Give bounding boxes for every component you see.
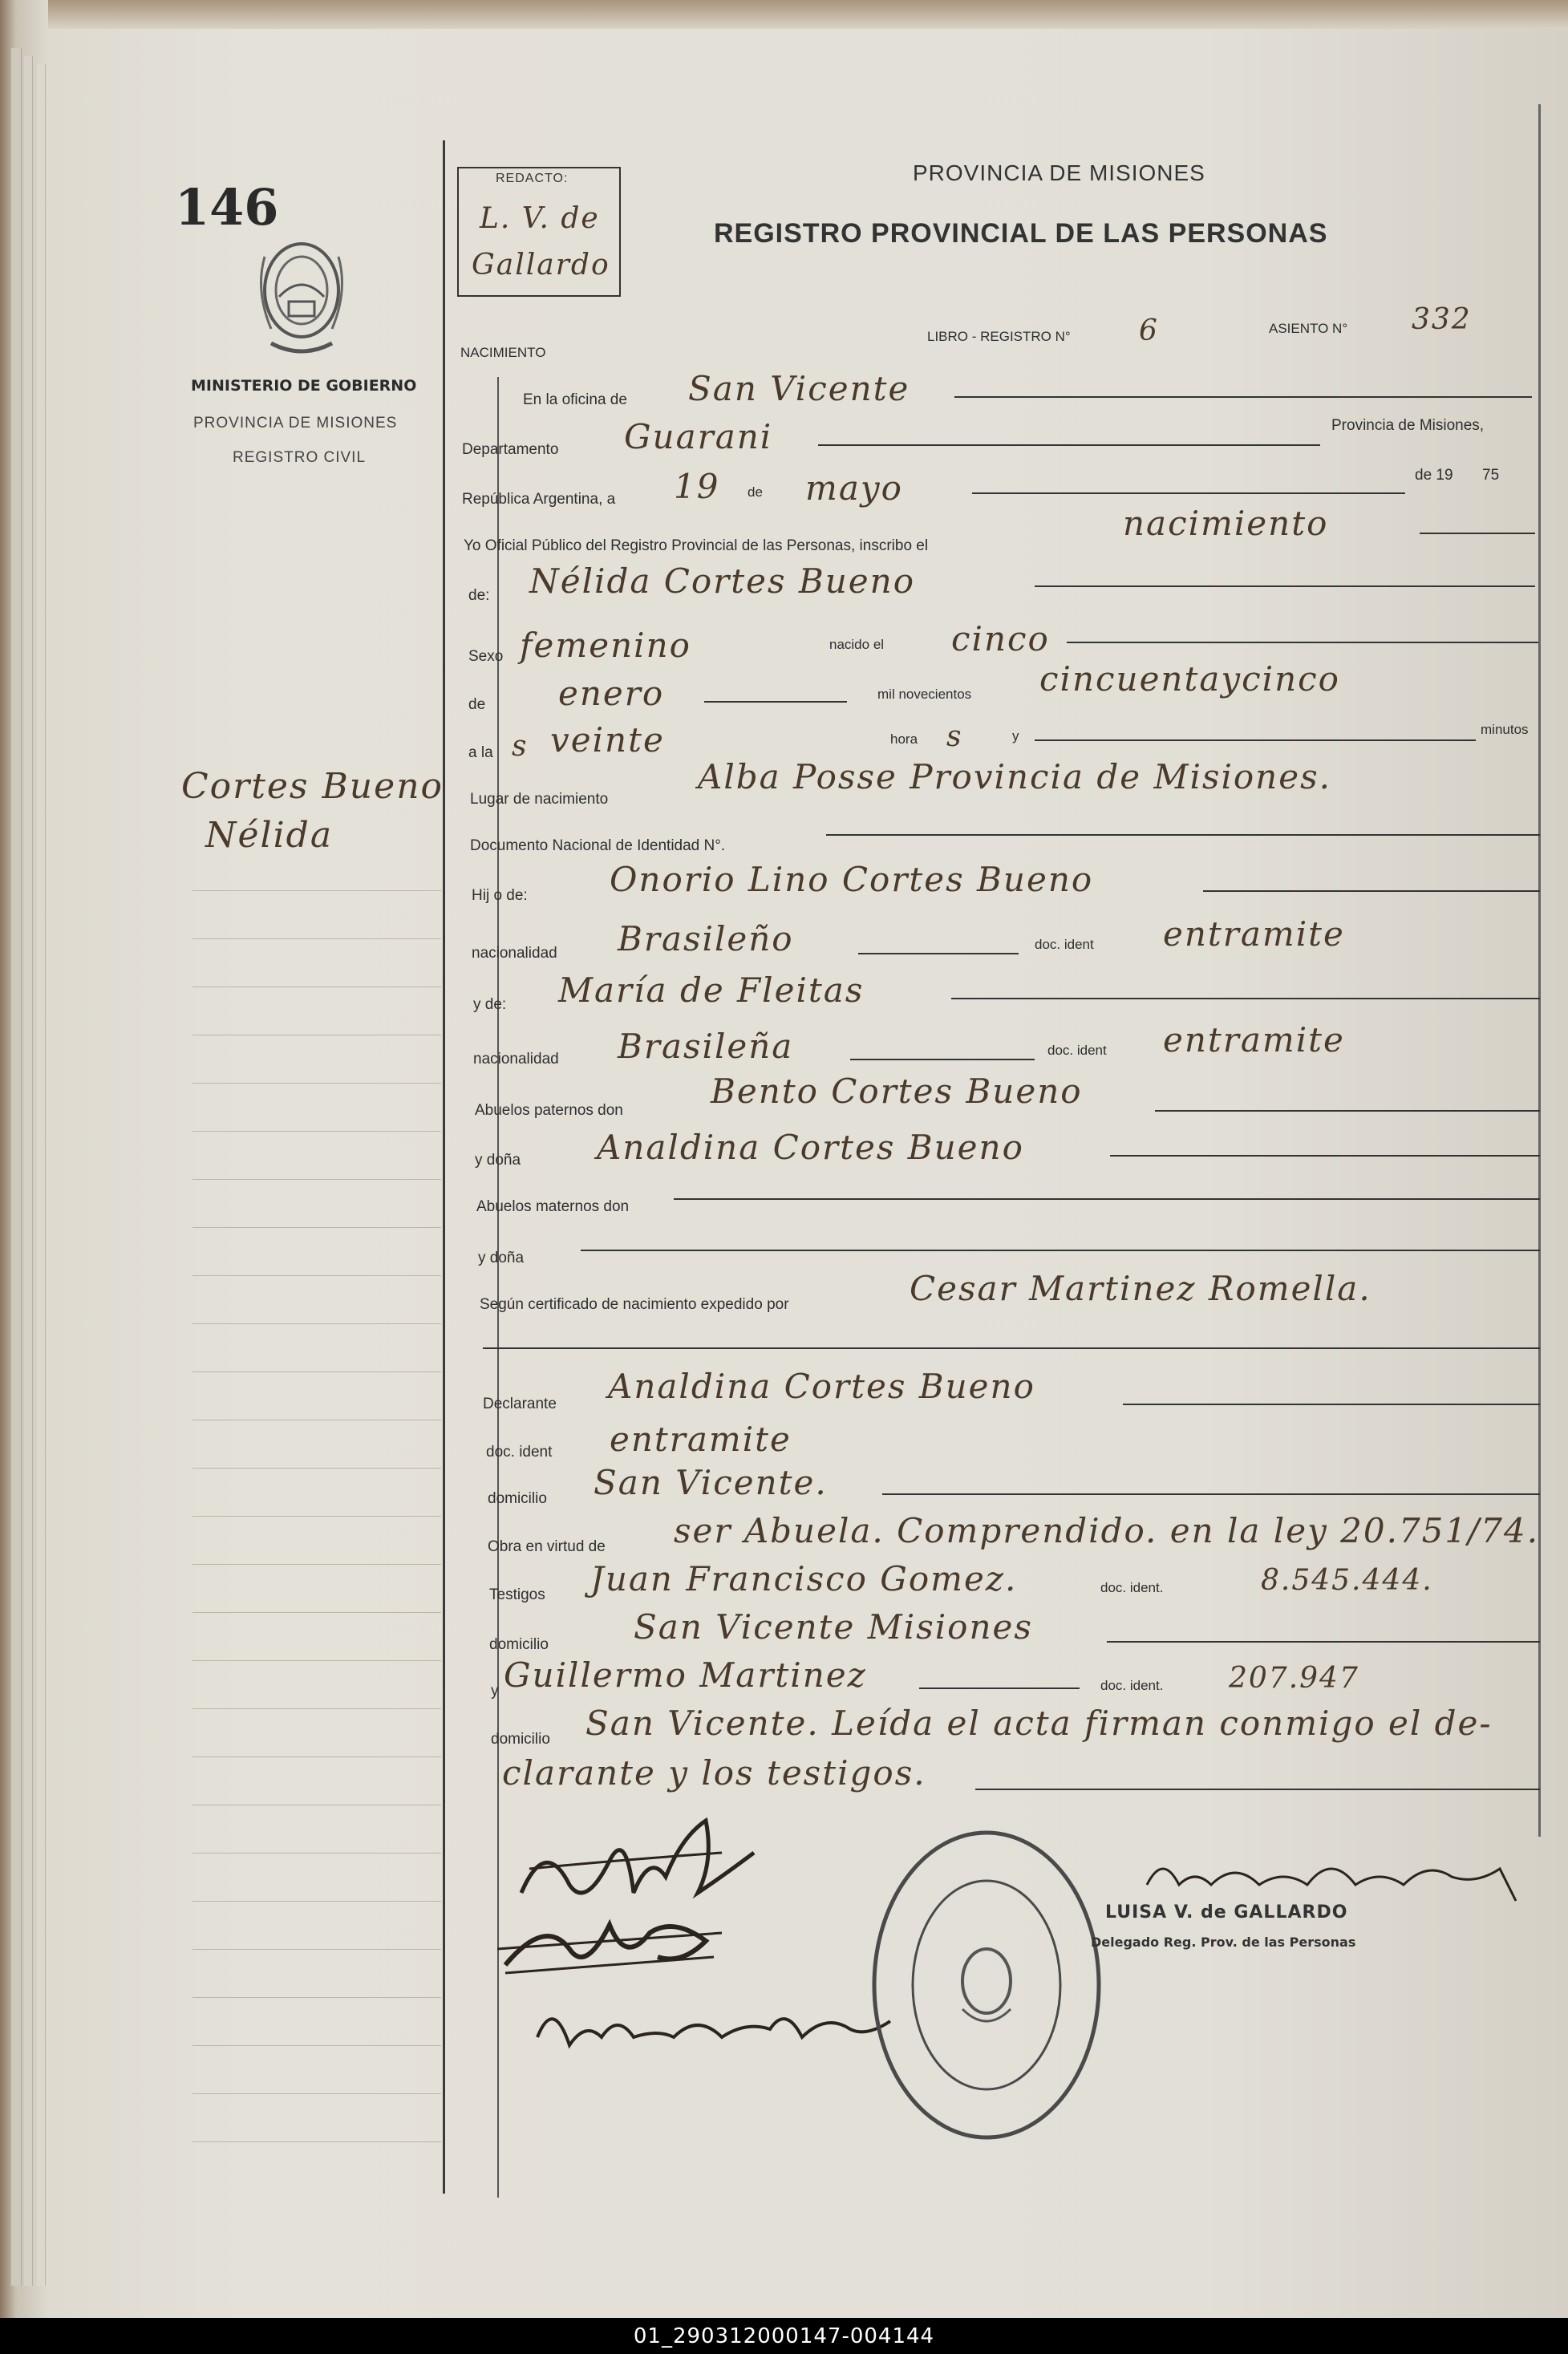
doc-t1-value: 8.545.444. (1261, 1564, 1433, 1597)
fill-line (704, 701, 847, 703)
nac-madre-value: Brasileña (618, 1027, 794, 1066)
obra-label: Obra en virtud de (488, 1538, 606, 1555)
fill-line (483, 1347, 1540, 1349)
officer-name: LUISA V. de GALLARDO (1105, 1902, 1348, 1923)
fill-line (1035, 585, 1535, 587)
fill-line (1035, 739, 1476, 741)
anio-value: 75 (1482, 467, 1500, 484)
province-label: PROVINCIA DE MISIONES (193, 415, 398, 431)
witness2-signature-icon (529, 1989, 898, 2069)
declarante-value: Analdina Cortes Bueno (608, 1367, 1035, 1406)
padre-value: Onorio Lino Cortes Bueno (610, 860, 1094, 899)
madre-value: María de Fleitas (558, 970, 865, 1010)
fill-line (818, 444, 1320, 446)
redacto-value: Gallardo (472, 249, 610, 282)
fill-line (975, 1789, 1540, 1790)
dom-decl-value: San Vicente. (594, 1463, 828, 1502)
domicilio1-label: domicilio (488, 1490, 547, 1507)
fill-line (581, 1250, 1540, 1251)
lugar-label: Lugar de nacimiento (470, 791, 609, 808)
anio-nac-value: cincuentaycinco (1039, 659, 1340, 699)
declarant-signature-icon (513, 1805, 778, 1917)
nacido-label: nacido el (829, 637, 885, 652)
nacimiento-label: NACIMIENTO (460, 345, 546, 360)
declarante-label: Declarante (483, 1396, 557, 1412)
libro-value: 6 (1139, 314, 1159, 347)
anio-prefix: de 19 (1415, 467, 1453, 484)
sexo-value: femenino (520, 626, 691, 665)
civil-registry-label: REGISTRO CIVIL (233, 449, 367, 466)
doc-ident4-label: doc. ident. (1100, 1580, 1164, 1595)
registry-title: REGISTRO PROVINCIAL DE LAS PERSONAS (714, 218, 1328, 249)
fill-line (1155, 1110, 1540, 1112)
fill-line (826, 834, 1540, 836)
de-name-label: de: (468, 587, 490, 604)
continuation-value: clarante y los testigos. (502, 1753, 926, 1793)
page-edge (37, 64, 46, 2286)
fill-line (919, 1688, 1080, 1689)
province-title: PROVINCIA DE MISIONES (913, 160, 1205, 185)
nacionalidad1-label: nacionalidad (472, 945, 557, 962)
hora-label: hora (890, 731, 918, 747)
fill-line (882, 1493, 1540, 1495)
abuelos-pat-label: Abuelos paternos don (475, 1102, 623, 1119)
right-form-border (1538, 104, 1541, 1837)
dom-t1-value: San Vicente Misiones (634, 1607, 1033, 1647)
republica-label: República Argentina, a (462, 491, 616, 508)
de-label: de (748, 484, 763, 500)
redacto-value: L. V. de (480, 202, 600, 235)
y-label: y (1012, 728, 1019, 743)
mil-label: mil novecientos (877, 687, 972, 702)
folio-number: 146 (175, 178, 279, 237)
departamento-label: Departamento (462, 441, 559, 458)
abuelo-pat-value: Bento Cortes Bueno (711, 1072, 1083, 1111)
provincia-label: Provincia de Misiones, (1331, 417, 1485, 434)
page-edge (24, 56, 33, 2286)
inscribe-value: nacimiento (1123, 504, 1329, 543)
dia-nac-value: cinco (951, 619, 1050, 658)
witness-signature-icon (497, 1901, 738, 1989)
doc-decl-value: entramite (610, 1420, 792, 1459)
testigo2-value: Guillermo Martinez (504, 1655, 867, 1695)
margin-note-surname: Cortes Bueno (181, 766, 444, 807)
oficina-value: San Vicente (688, 369, 910, 408)
doc-padre-value: entramite (1163, 914, 1345, 954)
mes-value: mayo (805, 468, 903, 508)
departamento-value: Guarani (624, 417, 773, 456)
fill-line (1123, 1404, 1540, 1405)
fill-line (1107, 1641, 1540, 1643)
asiento-value: 332 (1412, 303, 1472, 336)
fill-line (850, 1059, 1035, 1060)
doc-madre-value: entramite (1163, 1020, 1345, 1060)
officer-signature-icon (1139, 1845, 1524, 1909)
testigo1-value: Juan Francisco Gomez. (590, 1559, 1018, 1598)
image-label: 01_290312000147-004144 (633, 2324, 935, 2348)
provincial-coat-of-arms-icon (247, 233, 356, 361)
s-suffix: s (512, 730, 529, 763)
ministry-label: MINISTERIO DE GOBIERNO (191, 377, 417, 395)
fill-line (674, 1198, 1540, 1200)
doc-ident2-label: doc. ident (1047, 1043, 1107, 1058)
fill-line (951, 998, 1540, 999)
fill-line (1420, 533, 1535, 534)
doc-ident5-label: doc. ident. (1100, 1678, 1164, 1693)
page-edge (11, 48, 22, 2286)
y2-label: y (491, 1683, 499, 1700)
minutos-label: minutos (1481, 722, 1529, 737)
abuela-pat-value: Analdina Cortes Bueno (597, 1128, 1024, 1167)
libro-label: LIBRO - REGISTRO N° (927, 329, 1071, 344)
yo-oficial-text: Yo Oficial Público del Registro Provincial de las Personas, inscribo el (464, 537, 929, 554)
de2-label: de (468, 696, 486, 713)
hora-nac-value: veinte (550, 720, 665, 760)
asiento-label: ASIENTO N° (1269, 321, 1348, 336)
officer-title: Delegado Reg. Prov. de las Personas (1091, 1935, 1356, 1950)
oficina-label: En la oficina de (523, 391, 627, 408)
redacto-label: REDACTO: (496, 172, 569, 185)
lugar-value: Alba Posse Provincia de Misiones. (698, 757, 1331, 796)
domicilio3-label: domicilio (491, 1731, 550, 1748)
doc-ident1-label: doc. ident (1035, 937, 1094, 952)
left-form-border (443, 140, 445, 2194)
segun-label: Según certificado de nacimiento expedido por (480, 1296, 789, 1313)
y-dona2-label: y doña (478, 1250, 525, 1266)
sexo-label: Sexo (468, 648, 504, 665)
book-top-edge (48, 0, 1568, 29)
fill-line (1203, 890, 1540, 892)
nac-padre-value: Brasileño (618, 919, 794, 958)
nombre-value: Nélida Cortes Bueno (529, 561, 915, 601)
obra-value: ser Abuela. Comprendido. en la ley 20.751/74. (674, 1511, 1540, 1550)
y-de-label: y de: (473, 996, 507, 1013)
certificado-value: Cesar Martinez Romella. (910, 1269, 1371, 1308)
testigos-label: Testigos (489, 1586, 545, 1603)
registry-round-stamp-icon (866, 1825, 1107, 2145)
mes-nac-value: enero (558, 674, 665, 713)
doc-ident3-label: doc. ident (486, 1444, 553, 1461)
domicilio2-label: domicilio (489, 1636, 549, 1653)
fill-line (972, 492, 1405, 494)
doc-t2-value: 207.947 (1229, 1662, 1359, 1695)
dom-t2-value: San Vicente. Leída el acta firman conmigo el de- (585, 1704, 1493, 1743)
documento-label: Documento Nacional de Identidad N°. (470, 837, 726, 854)
margin-note-name: Nélida (205, 815, 334, 856)
hora-s: s (946, 720, 963, 753)
dia-value: 19 (674, 467, 720, 506)
a-las-label: a la (468, 744, 493, 761)
fill-line (858, 953, 1019, 954)
fill-line (954, 396, 1532, 398)
y-dona1-label: y doña (475, 1152, 521, 1169)
nacionalidad2-label: nacionalidad (473, 1051, 559, 1068)
hijo-label: Hij o de: (472, 887, 528, 904)
fill-line (1110, 1155, 1540, 1157)
fill-line (1067, 642, 1538, 643)
abuelos-mat-label: Abuelos maternos don (476, 1198, 630, 1215)
